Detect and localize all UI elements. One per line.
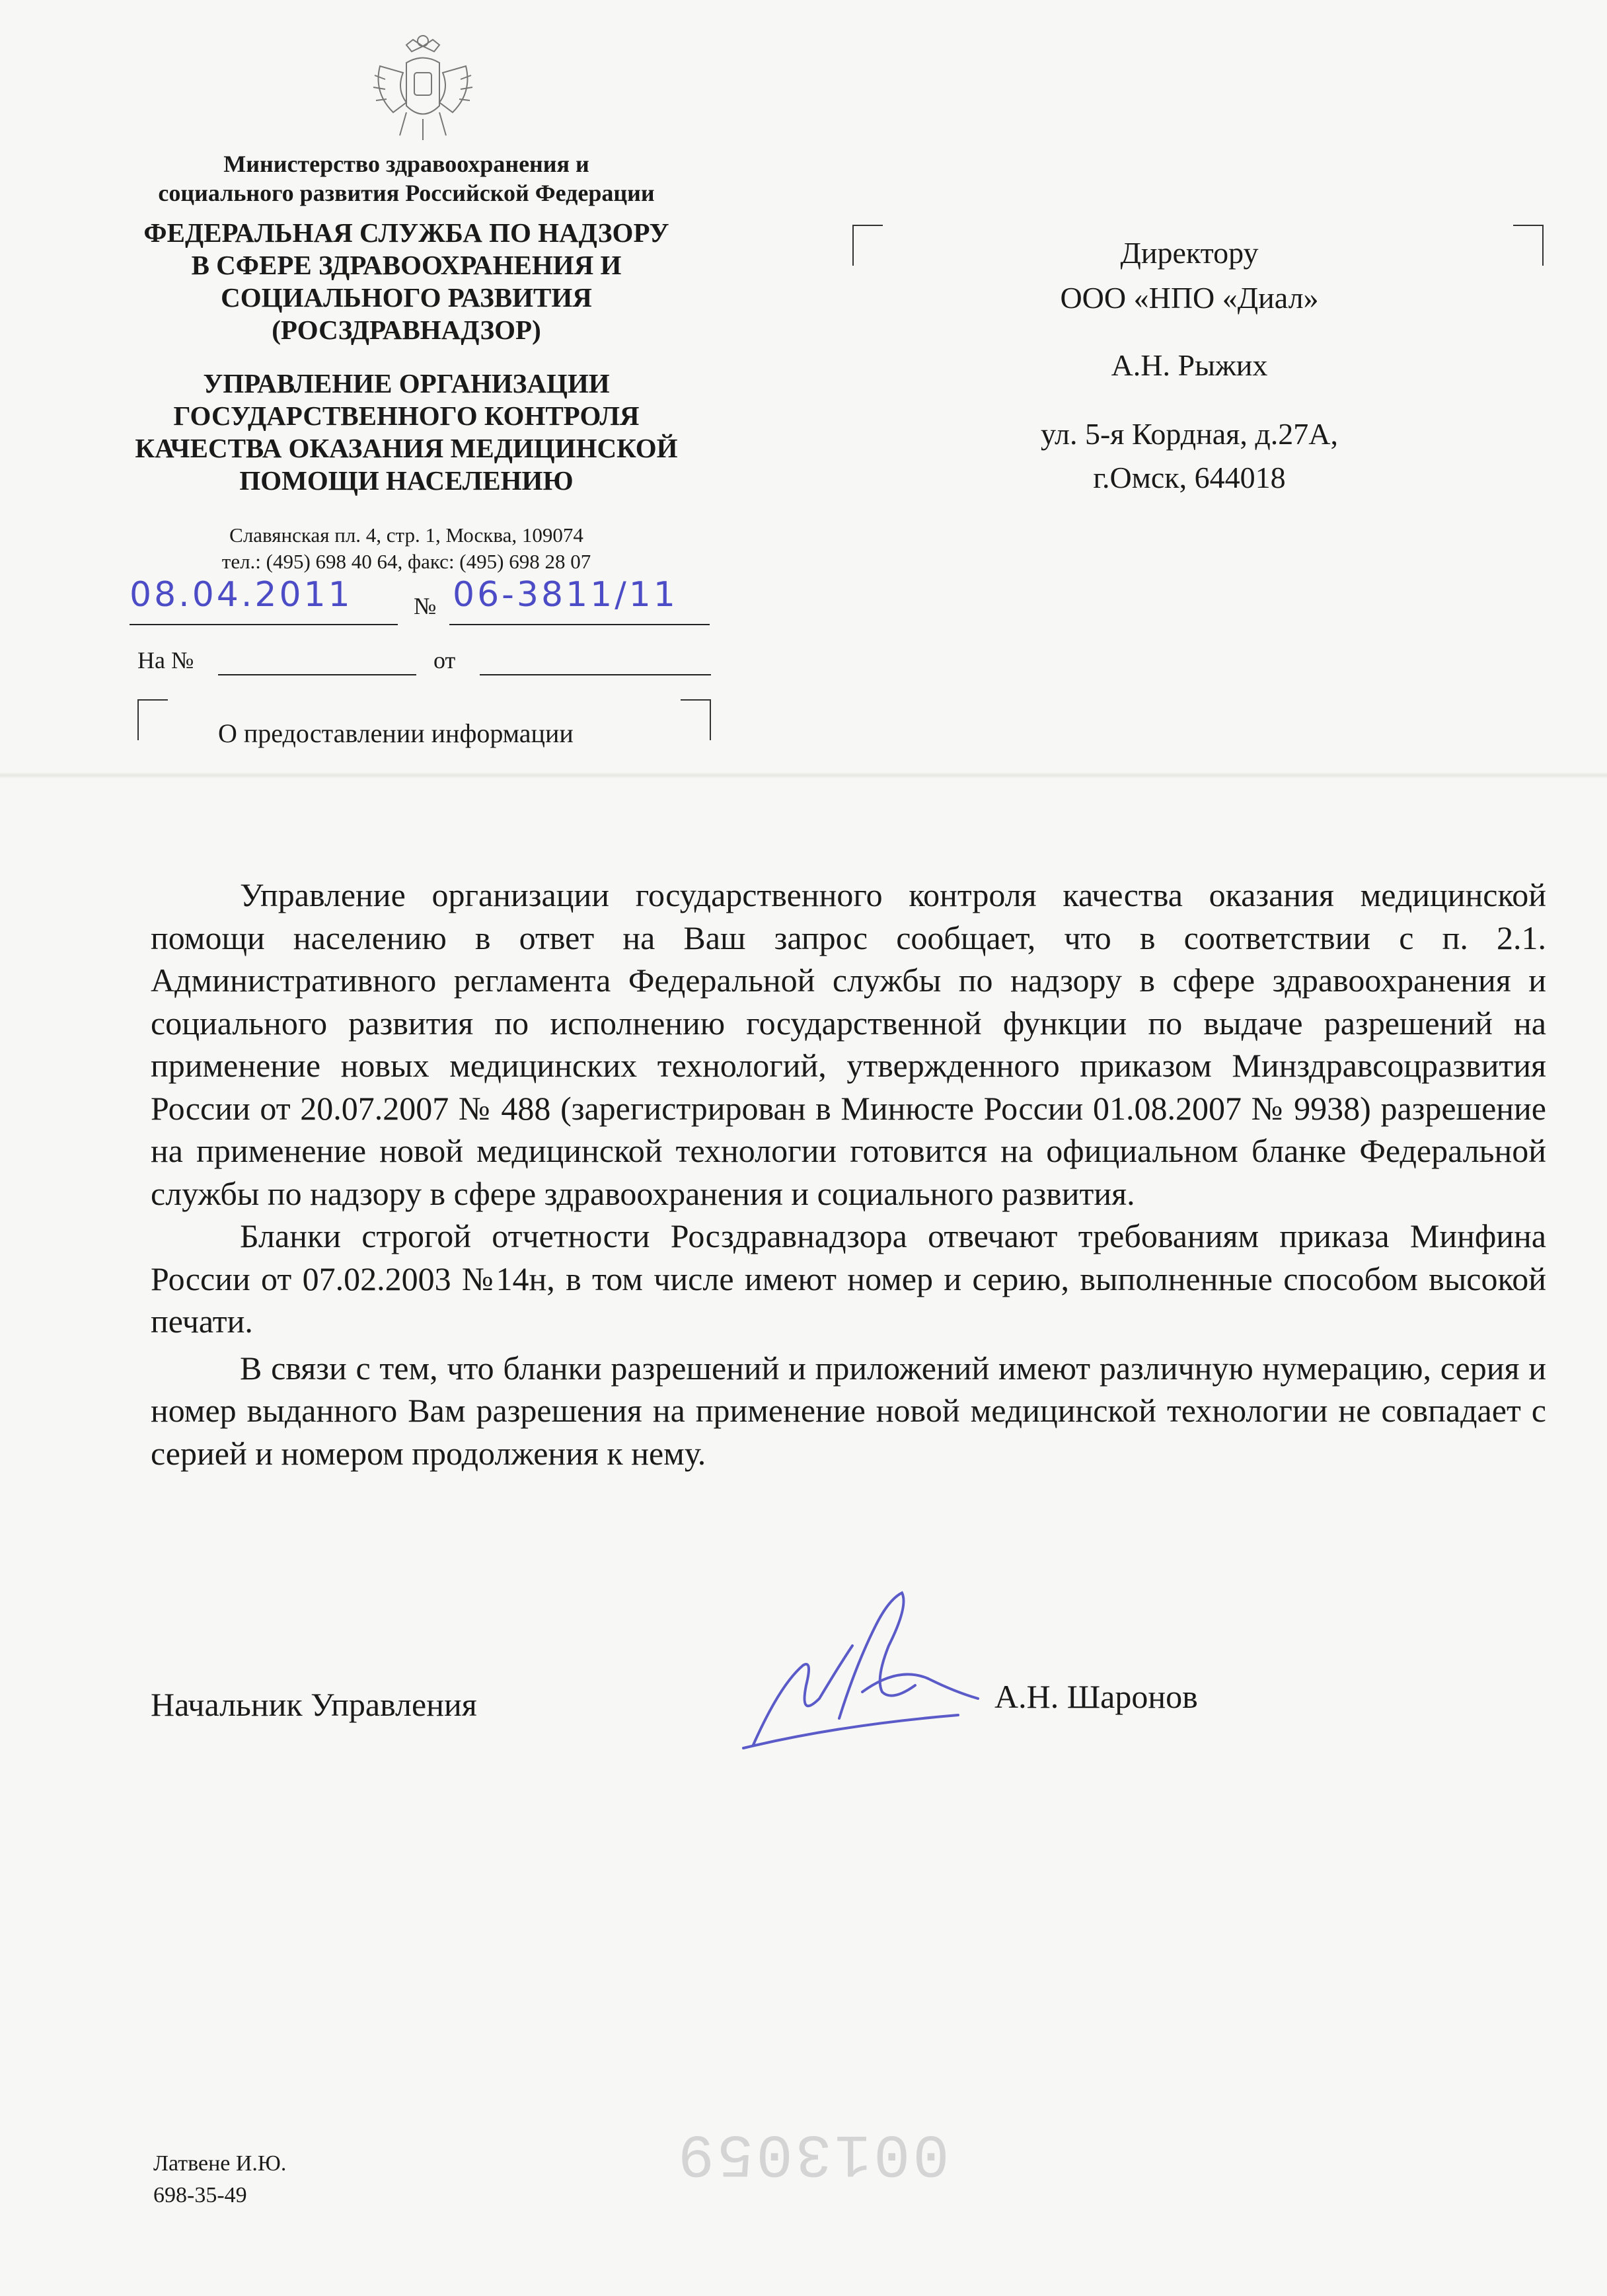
addressee-company: ООО «НПО «Диал» — [1060, 281, 1319, 315]
service-name: ФЕДЕРАЛЬНАЯ СЛУЖБА ПО НАДЗОРУ В СФЕРЕ ЗДРАВООХРАНЕНИЯ И СОЦИАЛЬНОГО РАЗВИТИЯ (РОСЗДРАВНАДЗОР) — [143, 217, 669, 345]
date-underline — [130, 624, 398, 625]
body-paragraph: В связи с тем, что бланки разрешений и приложений имеют различную нумерацию, серия и номер выданного Вам разрешения на применение новой медицинской технологии не совпадает с серией и номером продолжения к нему. — [151, 1349, 1546, 1472]
form-serial-number: 0013059 — [675, 2118, 950, 2188]
reply-number-label: На № — [137, 647, 194, 673]
addressee-position: Директору — [1120, 236, 1259, 270]
signatory-title: Начальник Управления — [151, 1686, 477, 1723]
paper-fold — [0, 772, 1607, 779]
body-paragraph: Бланки строгой отчетности Росздравнадзора отвечают требованиям приказа Минфина России от 07.02.2003 №14н, в том числе имеют номер и серию, выполненные способом высокой печати. — [151, 1217, 1546, 1340]
registration-number: 06-3811/11 — [453, 575, 678, 615]
reply-date-line — [480, 674, 711, 675]
reply-number-line — [218, 674, 416, 675]
addressee-bracket-right — [1513, 225, 1544, 266]
subject-bracket-left — [137, 699, 168, 740]
number-underline — [449, 624, 710, 625]
letterhead-address: Славянская пл. 4, стр. 1, Москва, 109074 тел.: (495) 698 40 64, факс: (495) 698 28 07 — [221, 523, 591, 573]
addressee-city: г.Омск, 644018 — [1093, 461, 1286, 494]
addressee-street: ул. 5-я Кордная, д.27А, — [1041, 417, 1338, 451]
letter-body — [151, 874, 1546, 1474]
reply-from-label: от — [433, 647, 456, 673]
subject-line: О предоставлении информации — [218, 718, 574, 748]
registration-date: 08.04.2011 — [130, 575, 353, 615]
addressee-name: А.Н. Рыжих — [1111, 348, 1268, 382]
body-paragraph: Управление организации государственного контроля качества оказания медицинской помощи населению в ответ на Ваш запрос сообщает, что в соответствии с п. 2.1. Административного регламента Федеральной службы по надзору в сфере здравоохранения и социального развития по исполнению государственной функции по выдаче разрешений на применение новых медицинских технологий, утвержденного приказом Минздравсоцразвития России от 20.07.2007 № 488 (зарегистрирован в Минюсте России 01.08.2007 № 9938) разрешение на применение новой медицинской технологии готовится на официальном бланке Федеральной службы по надзору в сфере здравоохранения и социального развития. — [151, 876, 1546, 1212]
executor-phone: 698-35-49 — [153, 2183, 247, 2207]
department-name: УПРАВЛЕНИЕ ОРГАНИЗАЦИИ ГОСУДАРСТВЕННОГО КОНТРОЛЯ КАЧЕСТВА ОКАЗАНИЯ МЕДИЦИНСКОЙ ПОМОЩИ НАСЕЛЕНИЮ — [135, 368, 678, 496]
coat-of-arms-icon — [367, 26, 479, 145]
number-label: № — [414, 593, 437, 619]
ministry-name: Министерство здравоохранения и социального развития Российской Федерации — [158, 151, 655, 206]
addressee-bracket-left — [852, 225, 883, 266]
handwritten-signature — [740, 1586, 991, 1758]
executor-name: Латвене И.Ю. — [153, 2151, 287, 2176]
signatory-name: А.Н. Шаронов — [994, 1678, 1198, 1715]
executor-info — [153, 2148, 286, 2211]
subject-bracket-right — [681, 699, 711, 740]
